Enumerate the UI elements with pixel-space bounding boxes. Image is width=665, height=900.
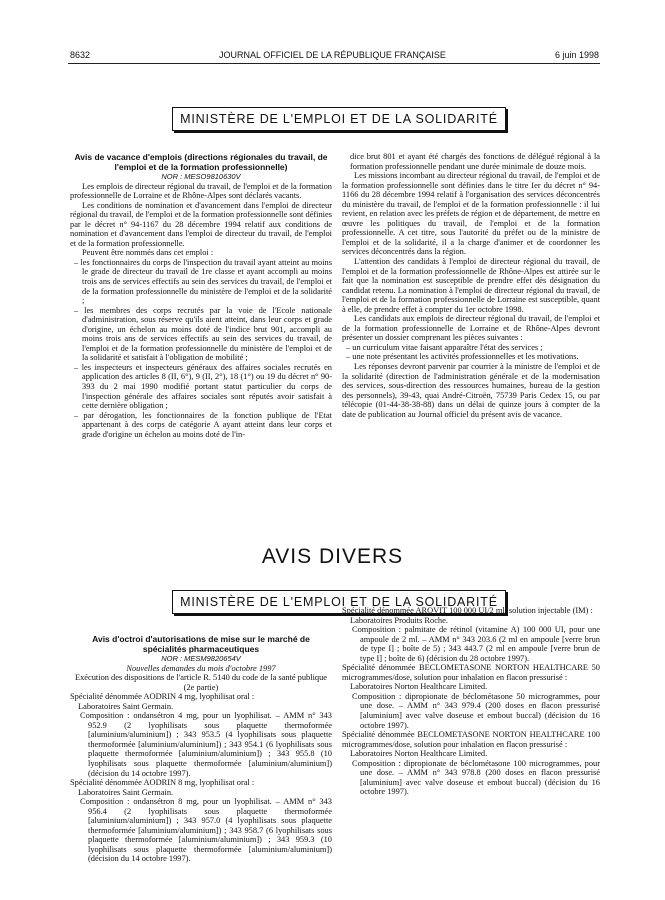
article1-bullet2: – les membres des corps recrutés par la voie de l'Ecole nationale d'administration, sous réserve qu'ils aient atteint, dans leur corps et grade d'origine, un échelon au moins doté de l'indice brut 901, accompli au moins trois ans de services effectifs au sein des services du travail, de l'emploi et de la formation professionnelle du ministère de l'emploi et de la solidarité et satisfait à l'obligation de mobilité ; — [74, 305, 332, 363]
spec3-title: Spécialité dénommée AROVIT 100 000 UI/2 ml, solution injectable (IM) : — [342, 606, 593, 615]
article1-p2: Les conditions de nomination et d'avancement dans l'emploi de directeur régional du travail, de l'emploi et de la formation professionnelle sont définies par le décret n° 94-1167 du 28 décembre 1994 relatif aux conditions de nomination et d'avancement dans l'emploi de directeur du travail, de l'emploi et de la formation professionnelle. — [70, 200, 332, 248]
article2-col1 — [70, 634, 332, 864]
spec5-lab: Laboratoires Norton Healthcare Limited. — [350, 749, 488, 759]
article1-bullet3: – les inspecteurs et inspecteurs généraux des affaires sociales recrutés en application des articles 8 (II, 6°), 9 (II, 2°), 18 (1°) ou 19 du décret n° 90-393 du 2 mai 1990 modifié portant statut particulier du corps de l'inspection générale des affaires sociales sont réputés avoir satisfait à cette dernière obligation ; — [74, 362, 332, 411]
spec2-title: Spécialité dénommée AODRIN 8 mg, lyophilisat oral : — [70, 778, 255, 788]
article1-col2 — [342, 152, 600, 419]
spec3-composition: Composition : palmitate de rétinol (vitamine A) 100 000 UI, pour une ampoule de 2 ml. – AMM n° 343 203.6 (2 ml en ampoule [verre brun de type I] ; boîte de 5) ; 343 443.7 (2 ml en ampoule [verre brun de type I] ; boîte de 6) (décision du 28 octobre 1997). — [352, 625, 600, 663]
spec1-composition: Composition : ondansétron 4 mg, pour un lyophilisat. – AMM n° 343 952.9 (2 lyophilisats sous plaquette thermoformée [aluminium/aluminium]) ; 343 953.5 (4 lyophilisats sous plaquette thermoformée [aluminium/aluminium]) ; 343 954.1 (6 lyophilisats sous plaquette thermoformée [aluminium/aluminium]) ; 343 955.8 (10 lyophilisats sous plaquette thermoformée [aluminium/aluminium]) (décision du 14 octobre 1997). — [80, 711, 332, 778]
journal-title: JOURNAL OFFICIEL DE LA RÉPUBLIQUE FRANÇAISE — [219, 50, 446, 60]
article1-col2-bullet1: – un curriculum vitae faisant apparaître l'état des services ; — [346, 342, 543, 352]
ministry-box-bottom: MINISTÈRE DE L'EMPLOI ET DE LA SOLIDARITÉ — [172, 590, 506, 614]
article1-p1: Les emplois de directeur régional du travail, de l'emploi et de la formation professionnelle de Lorraine et de Rhône-Alpes sont déclarés vacants. — [70, 181, 332, 201]
header-rule — [68, 63, 600, 64]
article1-bullet4: – par dérogation, les fonctionnaires de la fonction publique de l'Etat appartenant à des corps de catégorie A ayant atteint dans leur corps et grade d'origine un échelon au moins doté de l'in- — [74, 410, 332, 439]
article1-col2-p5: Les réponses devront parvenir par courrier à la ministre de l'emploi et de la solidarité (direction de l'administration générale et de la modernisation des services, sous-direction des ressources humaines, bureau de la gestion des personnels), 39-43, quai André-Citroën, 75739 Paris Cedex 15, ou par télécopie (01-44-38-38-88) dans un délai de quinze jours à compter de la date de publication au Journal officiel du présent avis de vacance. — [342, 362, 600, 419]
spec4-lab: Laboratoires Norton Healthcare Limited. — [350, 682, 488, 692]
spec1-title: Spécialité dénommée AODRIN 4 mg, lyophilisat oral : — [70, 692, 255, 702]
article1-bullet1: – les fonctionnaires du corps de l'inspection du travail ayant atteint au moins le grade de directeur du travail de 1re classe et ayant accompli au moins trois ans de services effectifs au sein des services du travail, de l'emploi et de la formation professionnelle du ministère de l'emploi et de la solidarité ; — [74, 257, 332, 306]
issue-date: 6 juin 1998 — [554, 50, 599, 60]
page-number: 8632 — [70, 50, 91, 60]
article2-exec: Exécution des dispositions de l'article R. 5140 du code de la santé publique (2e partie) — [74, 673, 327, 692]
article1-col2-bullet2: – une note présentant les activités professionnelles et les motivations. — [346, 352, 579, 362]
spec5-title: Spécialité dénommée BECLOMETASONE NORTON HEALTHCARE 100 microgrammes/dose, solution pour inhalation en flacon pressurisé : — [342, 730, 600, 749]
article1-col2-p4: Les candidats aux emplois de directeur régional du travail, de l'emploi et de la formation professionnelle de Lorraine et de Rhône-Alpes devront présenter un dossier comprenant les pièces suivantes : — [342, 314, 600, 343]
article2-nor: NOR : MESM9820654V — [161, 654, 241, 663]
avis-divers-heading: AVIS DIVERS — [261, 545, 404, 568]
article1-p3: Peuvent être nommés dans cet emploi : — [82, 248, 214, 258]
spec4-composition: Composition : dipropionate de béclométasone 50 microgrammes, pour une dose. – AMM n° 343 979.4 (200 doses en flacon pressurisé [aluminium] avec valve doseuse et embout buccal) (décision du 16 octobre 1997). — [352, 691, 600, 730]
spec2-lab: Laboratoires Saint Germain. — [78, 787, 174, 797]
article1-title: Avis de vacance d'emplois (directions régionales du travail, de l'emploi et de la formation professionnelle) — [74, 152, 328, 172]
article1-col1 — [70, 152, 332, 439]
article1-col2-p1: dice brut 801 et ayant été chargés des fonctions de délégué régional à la formation professionnelle pendant une durée minimale de douze mois. — [350, 152, 600, 171]
article2-title: Avis d'octroi d'autorisations de mise sur le marché de spécialités pharmaceutiques — [92, 634, 310, 654]
article2-col2 — [342, 606, 600, 797]
article1-col2-p3: L'attention des candidats à l'emploi de directeur régional du travail, de l'emploi et de la formation professionnelle de Rhône-Alpes est attirée sur le fait que la nomination est susceptible de prendre effet dès désignation du candidat retenu. La nomination à l'emploi de directeur régional du travail, de l'emploi et de la formation professionnelle de Lorraine est susceptible, quant à elle, de prendre effet à compter du 1er octobre 1998. — [342, 257, 600, 314]
spec5-composition: Composition : dipropionate de béclométasone 100 microgrammes, pour une dose. – AMM n° 343 978.8 (200 doses en flacon pressurisé [aluminium] avec valve doseuse et embout buccal) (décision du 16 octobre 1997). — [352, 758, 600, 797]
spec3-lab: Laboratoires Produits Roche. — [350, 615, 448, 625]
spec4-title: Spécialité dénommée BECLOMETASONE NORTON HEALTHCARE 50 microgrammes/dose, solution pour inhalation en flacon pressurisé : — [342, 663, 600, 682]
article2-subtitle: Nouvelles demandes du mois d'octobre 1997 — [126, 663, 276, 673]
spec1-lab: Laboratoires Saint Germain. — [78, 701, 174, 711]
article1-nor: NOR : MESO9810630V — [161, 172, 241, 181]
article1-col2-p2: Les missions incombant au directeur régional du travail, de l'emploi et de la formation professionnelle sont définies dans le titre Ier du décret n° 94-1166 du 28 décembre 1994 relatif à l'organisation des services déconcentrés du ministère du travail, de l'emploi et de la formation professionnelle : il lui revient, en relation avec les préfets de région et de département, de mettre en œuvre les politiques du travail, de l'emploi et de la formation professionnelle. A cet titre, sous l'autorité du préfet ou de la ministre de l'emploi et de la solidarité, il a la charge d'animer et de coordonner les services déconcentrés dans la région. — [342, 171, 600, 257]
ministry-box-top: MINISTÈRE DE L'EMPLOI ET DE LA SOLIDARITÉ — [172, 107, 506, 131]
spec2-composition: Composition : ondansétron 8 mg, pour un lyophilisat. – AMM n° 343 956.4 (2 lyophilisats sous plaquette thermoformée [aluminium/aluminium]) ; 343 957.0 (4 lyophilisats sous plaquette thermoformée [aluminium/aluminium]) ; 343 958.7 (6 lyophilisats sous plaquette thermoformée [aluminium/aluminium]) ; 343 959.3 (10 lyophilisats sous plaquette thermoformée [aluminium/aluminium]) (décision du 14 octobre 1997). — [80, 797, 332, 864]
